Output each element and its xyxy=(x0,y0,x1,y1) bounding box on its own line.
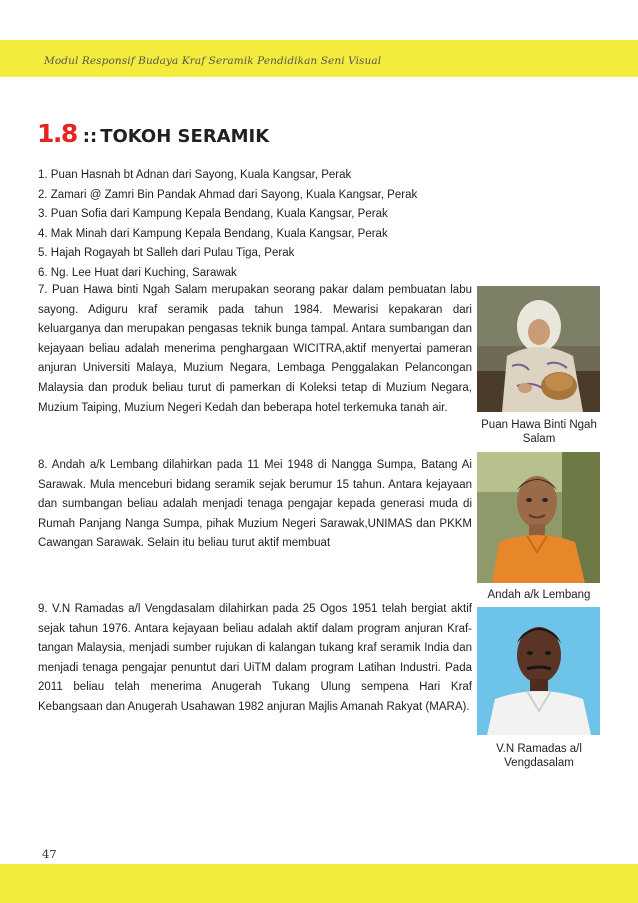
caption-line: Vengdasalam xyxy=(504,757,574,769)
photo-ramadas-illustration xyxy=(477,607,600,735)
section-number: 1.8 xyxy=(37,119,77,148)
footer-band xyxy=(0,864,638,903)
photo-andah-illustration xyxy=(477,452,600,583)
section-separator: :: xyxy=(82,126,98,147)
caption-line: Andah a/k Lembang xyxy=(487,589,591,601)
paragraph-ramadas: 9. V.N Ramadas a/l Vengdasalam dilahirkan pada 25 Ogos 1951 telah bergiat aktif sejak tahun 1976. Antara kejayaan beliau adalah aktif dalam program anjuran Kraf-tangan Malaysia, menjadi sumber rujukan di kalangan tukang kraf seramik India dan menjadi tenaga pengajar penuntut dari UiTM dalam program Latihan Industri. Pada 2011 beliau telah menerima Anugerah Tukang Ulung sempena Hari Kraf Kebangsaan dan Anugerah Usahawan 1982 anjuran Majlis Amanah Rakyat (MARA). xyxy=(38,603,472,713)
photo-ramadas xyxy=(477,607,600,735)
section-title: TOKOH SERAMIK xyxy=(100,126,270,147)
list-item: 5. Hajah Rogayah bt Salleh dari Pulau Tiga, Perak xyxy=(38,247,295,259)
photo-hawa xyxy=(477,286,600,412)
list-item: 1. Puan Hasnah bt Adnan dari Sayong, Kuala Kangsar, Perak xyxy=(38,169,352,181)
list-item: 4. Mak Minah dari Kampung Kepala Bendang, Kuala Kangsar, Perak xyxy=(38,228,388,240)
caption-line: Salam xyxy=(522,433,556,445)
caption-line: Puan Hawa Binti Ngah xyxy=(481,419,597,431)
photo-andah xyxy=(477,452,600,583)
caption-hawa xyxy=(470,418,608,446)
list-item: 6. Ng. Lee Huat dari Kuching, Sarawak xyxy=(38,267,237,279)
caption-andah xyxy=(470,588,608,602)
page-number: 47 xyxy=(42,847,57,861)
paragraph-hawa: 7. Puan Hawa binti Ngah Salam merupakan seorang pakar dalam pembuatan labu sayong. Adiguru kraf seramik pada tahun 1984. Mewarisi kepakaran dari keluarganya dan merupakan pengasas teknik bunga tampal. Antara sumbangan dan kejayaan beliau adalah menerima penghargaan WICITRA,aktif menyertai pameran anjuran Universiti Malaya, Muzium Negara, Lembaga Penggalakan Pelancongan Malaysia dan produk beliau turut di pamerkan di Koleksi tetap di Muzium Negara, Muzium Taiping, Muzium Negeri Kedah dan beberapa hotel terkemuka tanah air. xyxy=(38,284,472,414)
module-title: Modul Responsif Budaya Kraf Seramik Pendidikan Seni Visual xyxy=(44,55,382,67)
caption-ramadas xyxy=(470,742,608,770)
paragraph-andah: 8. Andah a/k Lembang dilahirkan pada 11 Mei 1948 di Nangga Sumpa, Batang Ai Sarawak. Mula menceburi bidang seramik sejak berumur 15 tahun. Antara kejayaan dan sumbangan beliau adalah menjadi tenaga pengajar kepada generasi muda di Rumah Panjang Nanga Sumpa, pihak Muzium Negeri Sarawak,UNIMAS dan PKKM Cawangan Sarawak. Selain itu beliau turut aktif membuat xyxy=(38,459,472,550)
photo-hawa-illustration xyxy=(477,286,600,412)
list-item: 3. Puan Sofia dari Kampung Kepala Bendang, Kuala Kangsar, Perak xyxy=(38,208,388,220)
caption-line: V.N Ramadas a/l xyxy=(496,743,582,755)
list-item: 2. Zamari @ Zamri Bin Pandak Ahmad dari Sayong, Kuala Kangsar, Perak xyxy=(38,189,418,201)
section-heading xyxy=(37,119,269,148)
